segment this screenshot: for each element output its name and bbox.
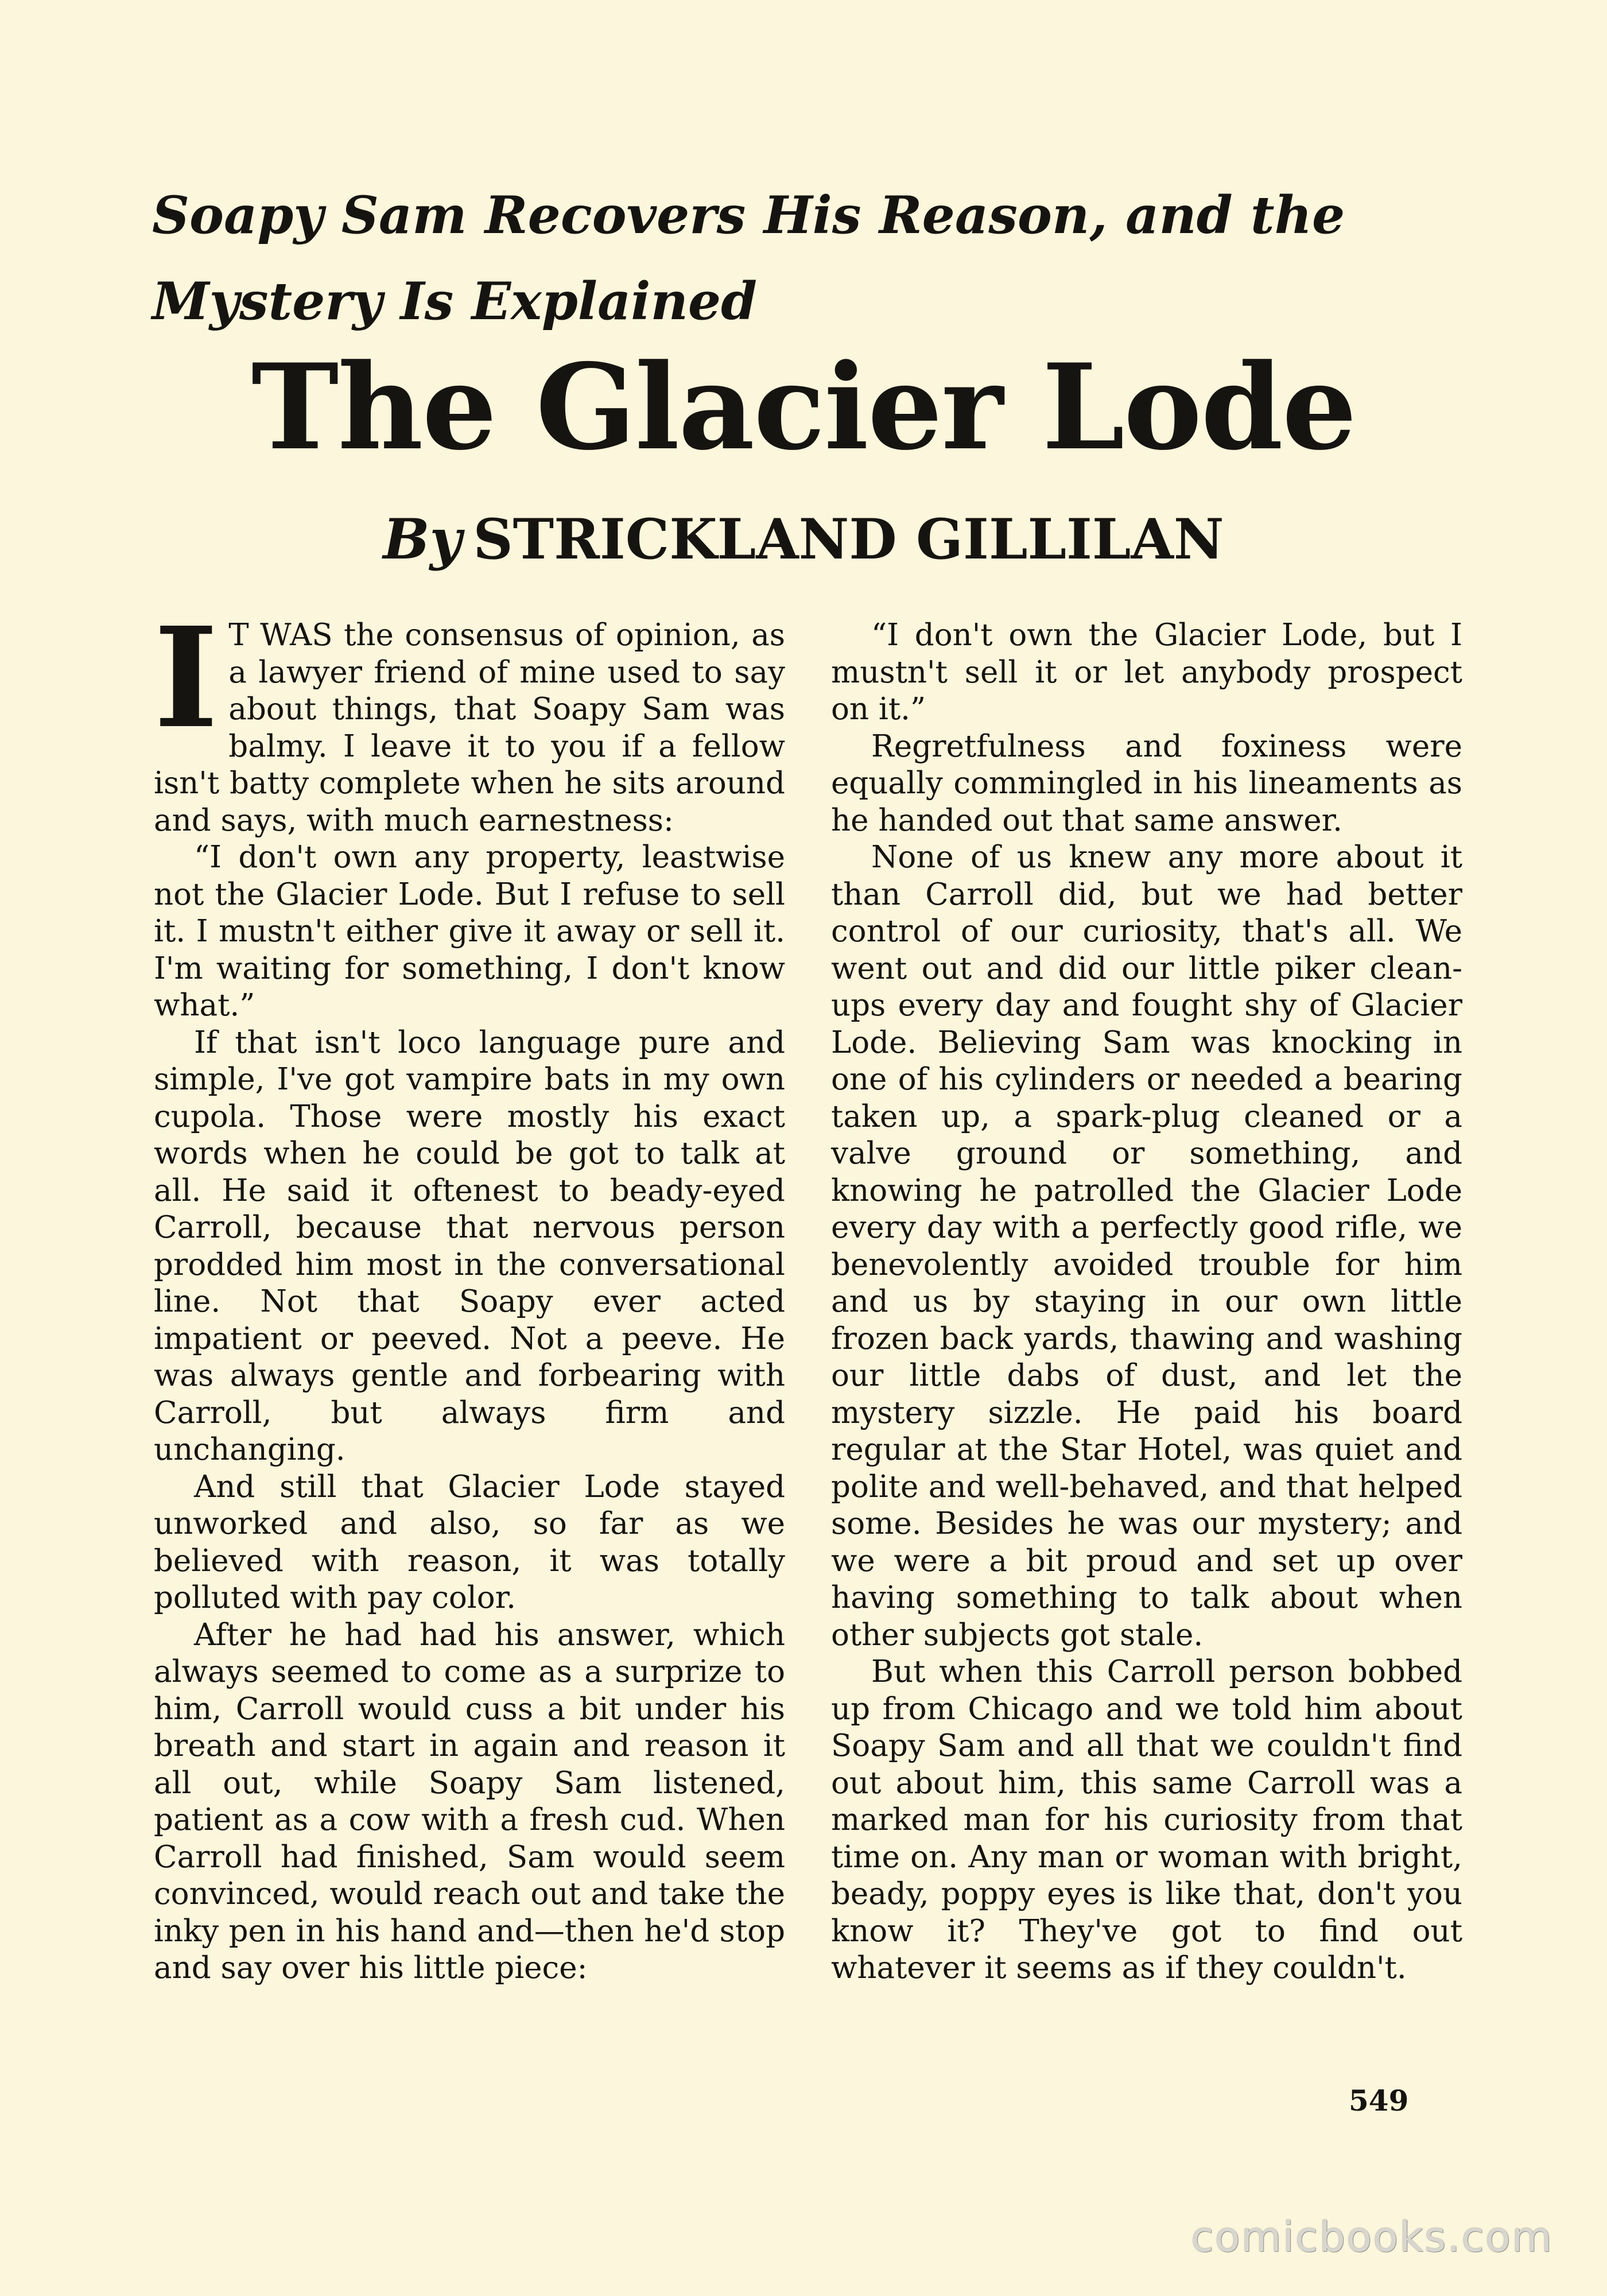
right-column [831,617,1462,1987]
paragraph: But when this Carroll person bobbed up from Chicago and we told him about Soapy Sam and all that we couldn't find out about him, this same Carroll was a marked man for his curiosity from that time on. Any man or woman with bright, beady, poppy eyes is like that, don't you know it? They've got to find out whatever it seems as if they couldn't. [831,1654,1462,1985]
article-subtitle: Soapy Sam Recovers His Reason, and the Mystery Is Explained [152,185,1345,332]
paragraph: Regretfulness and foxiness were equally commingled in his lineaments as he handed out that same answer. [831,728,1462,838]
paragraph: If that isn't loco language pure and simple, I've got vampire bats in my own cupola. Those were mostly his exact words when he could be got to talk at all. He said it oftenest to beady-eyed Carroll, because that nervous person prodded him most in the conversational line. Not that Soapy ever acted impatient or peeved. Not a peeve. He was always gentle and forbearing with Carroll, but always firm and unchanging. [154,1025,785,1467]
paragraph: After he had had his answer, which always seemed to come as a surprize to him, Carroll would cuss a bit under his breath and start in again and reason it all out, while Soapy Sam listened, patient as a cow with a fresh cud. When Carroll had finished, Sam would seem convinced, would reach out and take the inky pen in his hand and—then he'd stop and say over his little piece: [154,1617,785,1985]
paragraph: And still that Glacier Lode stayed unworked and also, so far as we believed with reason, it was totally polluted with pay color. [154,1469,785,1615]
paragraph: None of us knew any more about it than Carroll did, but we had better control of our curiosity, that's all. We went out and did our little piker clean-ups every day and fought shy of Glacier Lode. Believing Sam was knocking in one of his cylinders or needed a bearing taken up, a spark-plug cleaned or a valve ground or something, and knowing he patrolled the Glacier Lode every day with a perfectly good rifle, we benevolently avoided trouble for him and us by staying in our own little frozen back yards, thawing and washing our little dabs of dust, and let the mystery sizzle. He paid his board regular at the Star Hotel, was quiet and polite and well-behaved, and that helped some. Besides he was our mystery; and we were a bit proud and set up over having something to talk about when other subjects got stale. [831,840,1462,1653]
paragraph: “I don't own the Glacier Lode, but I mustn't sell it or let anybody prospect on it.” [831,618,1462,727]
byline [0,502,1607,577]
site-watermark: comicbooks.com [1191,2213,1554,2261]
paragraph: “I don't own any property, leastwise not the Glacier Lode. But I refuse to sell it. I mustn't either give it away or sell it. I'm waiting for something, I don't know what.” [154,840,785,1023]
author-name: STRICKLAND GILLILAN [473,507,1224,572]
article-title: The Glacier Lode [251,339,1356,476]
page-number: 549 [1349,2084,1409,2117]
byline-prefix: By [383,507,462,572]
paragraph: I T WAS the consensus of opinion, as a lawyer friend of mine used to say about things, that Soapy Sam was balmy. I leave it to you if a fellow isn't batty complete when he sits around and says, with much earnestness: [154,597,785,838]
drop-cap: I [154,597,219,759]
left-column [154,597,785,1987]
